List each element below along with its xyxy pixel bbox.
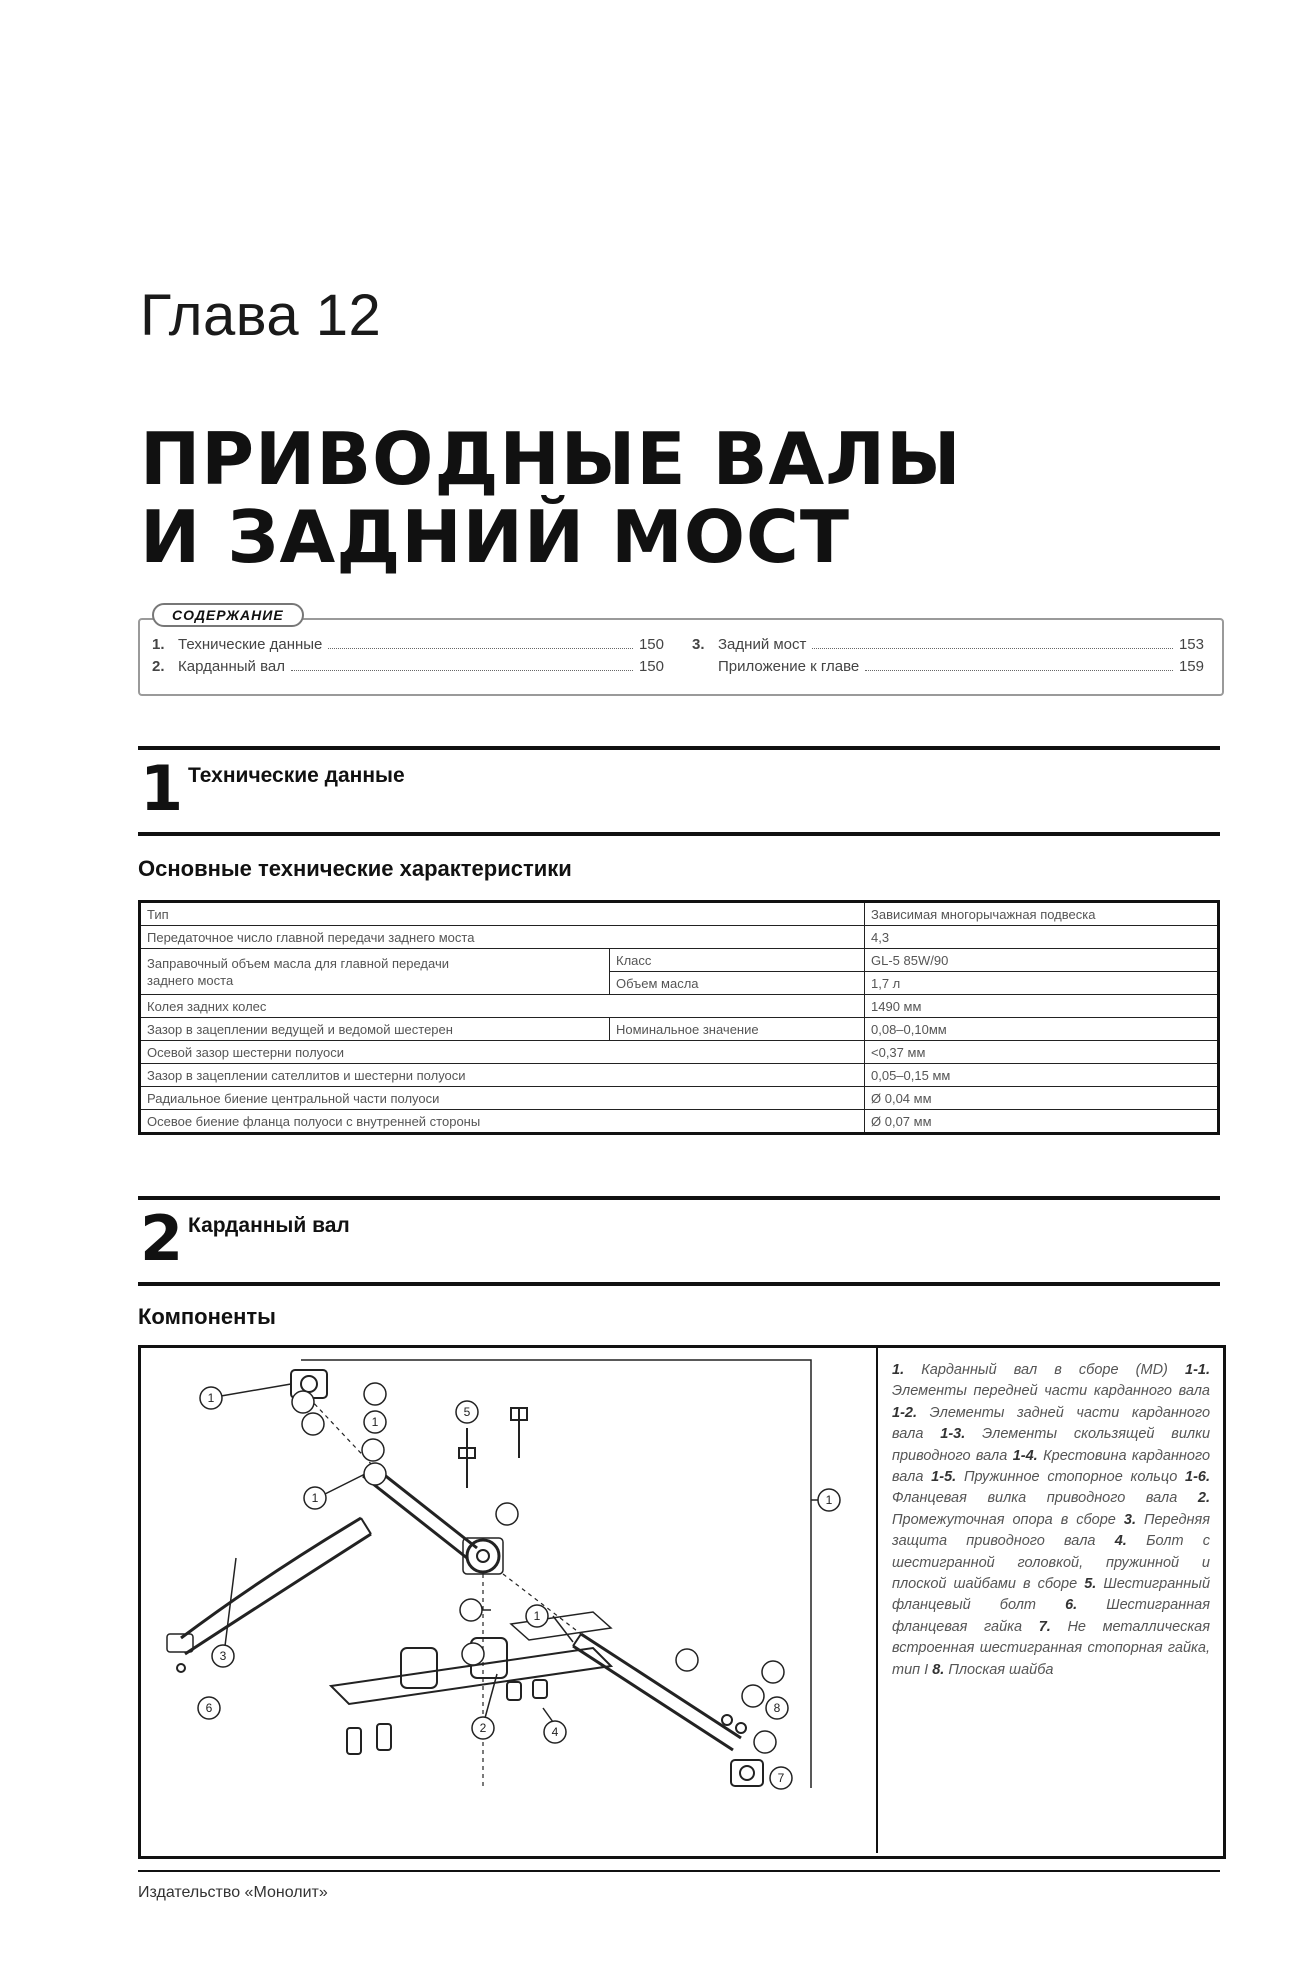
legend-text: Карданный вал в сборе (MD): [921, 1362, 1168, 1378]
legend-text: Крестовина карданного вала: [892, 1447, 1211, 1486]
callout-label: 1: [207, 1391, 215, 1405]
legend-key: 1.: [892, 1362, 905, 1378]
footer-rule: [138, 1870, 1220, 1872]
contents-box: [138, 618, 1224, 696]
section-rule: [138, 1282, 1220, 1286]
callout-label: 8: [773, 1701, 781, 1715]
footer-publisher: Издательство «Монолит»: [138, 1884, 328, 1901]
table-cell: Колея задних колес: [140, 995, 865, 1018]
table-cell: Зазор в зацеплении ведущей и ведомой шестерен: [140, 1018, 610, 1041]
table-subheading: Основные технические характеристики: [138, 856, 572, 881]
table-cell: Тип: [140, 902, 865, 926]
table-row: [140, 1087, 1219, 1110]
table-cell-line: заднего моста: [147, 972, 234, 988]
toc-item-text: Задний мост: [718, 636, 807, 653]
legend-text: Не металлическая встроенная шестигранная стопорная гайка, тип I: [892, 1618, 1210, 1678]
callout-label: 1: [371, 1415, 379, 1429]
legend-key: 8.: [932, 1661, 945, 1678]
legend-key: 5.: [1084, 1576, 1097, 1593]
legend-item: [932, 1662, 1053, 1678]
table-cell-line: Заправочный объем масла для главной передачи: [147, 955, 449, 971]
toc-item-number: 2.: [152, 658, 165, 675]
callout-label: 1: [311, 1491, 319, 1505]
legend-key: 1-6.: [1185, 1469, 1211, 1486]
table-row: [140, 1110, 1219, 1134]
chapter-title-line2: И ЗАДНИЙ МОСТ: [140, 495, 850, 579]
legend-text: Передняя защита приводного вала: [892, 1511, 1210, 1550]
legend-item: [931, 1469, 1177, 1485]
table-cell: Радиальное биение центральной части полуоси: [140, 1087, 865, 1110]
toc-item-page: 150: [638, 658, 664, 675]
table-cell: <0,37 мм: [865, 1041, 1219, 1064]
legend-key: 1-3.: [940, 1426, 966, 1443]
components-legend: [892, 1360, 1210, 1681]
components-divider: [876, 1345, 878, 1853]
callout-label: 3: [219, 1649, 227, 1663]
toc-item[interactable]: [692, 636, 1204, 653]
table-cell: Передаточное число главной передачи заднего моста: [140, 926, 865, 949]
legend-key: 7.: [1038, 1618, 1051, 1635]
table-cell: Осевой зазор шестерни полуоси: [140, 1041, 865, 1064]
legend-key: 1-4.: [1012, 1447, 1038, 1464]
table-cell: 1,7 л: [865, 972, 1219, 995]
legend-text: Пружинное стопорное кольцо: [963, 1469, 1178, 1486]
legend-text: Элементы передней части карданного вала: [892, 1383, 1210, 1400]
toc-item[interactable]: [152, 636, 664, 653]
section-rule: [138, 746, 1220, 750]
table-row: [140, 926, 1219, 949]
table-cell: 0,08–0,10мм: [865, 1018, 1219, 1041]
toc-item-page: 159: [1178, 658, 1204, 675]
chapter-title-line1: ПРИВОДНЫЕ ВАЛЫ: [140, 417, 962, 501]
toc-leader: [328, 648, 633, 649]
callout-label: 5: [463, 1405, 471, 1419]
table-row: [140, 1041, 1219, 1064]
legend-text: Плоская шайба: [948, 1661, 1054, 1678]
toc-item[interactable]: [692, 658, 1204, 675]
spec-table: [138, 900, 1220, 1135]
callout-label: 1: [825, 1493, 833, 1507]
table-cell: 0,05–0,15 мм: [865, 1064, 1219, 1087]
table-row: [140, 902, 1219, 926]
table-cell: [140, 949, 610, 995]
legend-item: [892, 1362, 1168, 1378]
section-rule: [138, 1196, 1220, 1200]
toc-item-number: 1.: [152, 636, 165, 653]
toc-item-text: Приложение к главе: [718, 658, 860, 675]
legend-key: 6.: [1065, 1597, 1078, 1614]
callout-label: 6: [205, 1701, 213, 1715]
table-row: [140, 1064, 1219, 1087]
legend-key: 1-5.: [931, 1469, 957, 1486]
legend-key: 1-2.: [892, 1404, 917, 1421]
table-cell: Объем масла: [610, 972, 865, 995]
driveshaft-exploded-diagram: [141, 1348, 875, 1850]
toc-item-text: Технические данные: [178, 636, 323, 653]
section-rule: [138, 832, 1220, 836]
callout-label: 2: [479, 1721, 487, 1735]
toc-item-text: Карданный вал: [178, 658, 285, 675]
contents-heading: СОДЕРЖАНИЕ: [152, 603, 304, 627]
toc-leader: [865, 670, 1173, 671]
legend-key: 3.: [1123, 1511, 1136, 1528]
legend-text: Шестигранная фланцевая гайка: [892, 1597, 1210, 1635]
table-row: [140, 949, 1219, 972]
legend-text: Фланцевая вилка приводного вала: [892, 1490, 1178, 1507]
table-cell: Класс: [610, 949, 865, 972]
toc-leader: [812, 648, 1173, 649]
toc-item[interactable]: [152, 658, 664, 675]
toc-item-number: 3.: [692, 636, 705, 653]
table-cell: Ø 0,04 мм: [865, 1087, 1219, 1110]
section-number: 1: [140, 752, 184, 825]
toc-item-page: 150: [638, 636, 664, 653]
chapter-title: [140, 417, 962, 579]
table-cell: Номинальное значение: [610, 1018, 865, 1041]
section-title: Карданный вал: [188, 1214, 350, 1237]
chapter-label: Глава 12: [140, 283, 382, 348]
table-cell: GL-5 85W/90: [865, 949, 1219, 972]
table-row: [140, 995, 1219, 1018]
legend-key: 4.: [1114, 1533, 1127, 1550]
table-cell: Осевое биение фланца полуоси с внутренней стороны: [140, 1110, 865, 1134]
toc-leader: [291, 670, 633, 671]
section-number: 2: [140, 1202, 184, 1275]
table-cell: 4,3: [865, 926, 1219, 949]
callout-label: 4: [551, 1725, 559, 1739]
legend-key: 2.: [1197, 1490, 1211, 1507]
table-cell: 1490 мм: [865, 995, 1219, 1018]
callout-label: 7: [777, 1771, 785, 1785]
toc-item-page: 153: [1178, 636, 1204, 653]
callout-label: 1: [533, 1609, 541, 1623]
section-title: Технические данные: [188, 764, 405, 787]
table-cell: Ø 0,07 мм: [865, 1110, 1219, 1134]
table-cell: Зависимая многорычажная подвеска: [865, 902, 1219, 926]
legend-text: Шестигранный фланцевый болт: [892, 1576, 1211, 1614]
legend-text: Элементы скользящей вилки приводного вала: [892, 1426, 1211, 1464]
legend-text: Болт с шестигранной головкой, пружинной и плоской шайбами в сборе: [892, 1533, 1211, 1593]
table-cell: Зазор в зацеплении сателлитов и шестерни полуоси: [140, 1064, 865, 1087]
legend-key: 1-1.: [1185, 1362, 1210, 1378]
legend-text: Промежуточная опора в сборе: [892, 1511, 1116, 1528]
components-subheading: Компоненты: [138, 1304, 276, 1329]
table-row: [140, 1018, 1219, 1041]
legend-text: Элементы задней части карданного вала: [892, 1404, 1211, 1443]
